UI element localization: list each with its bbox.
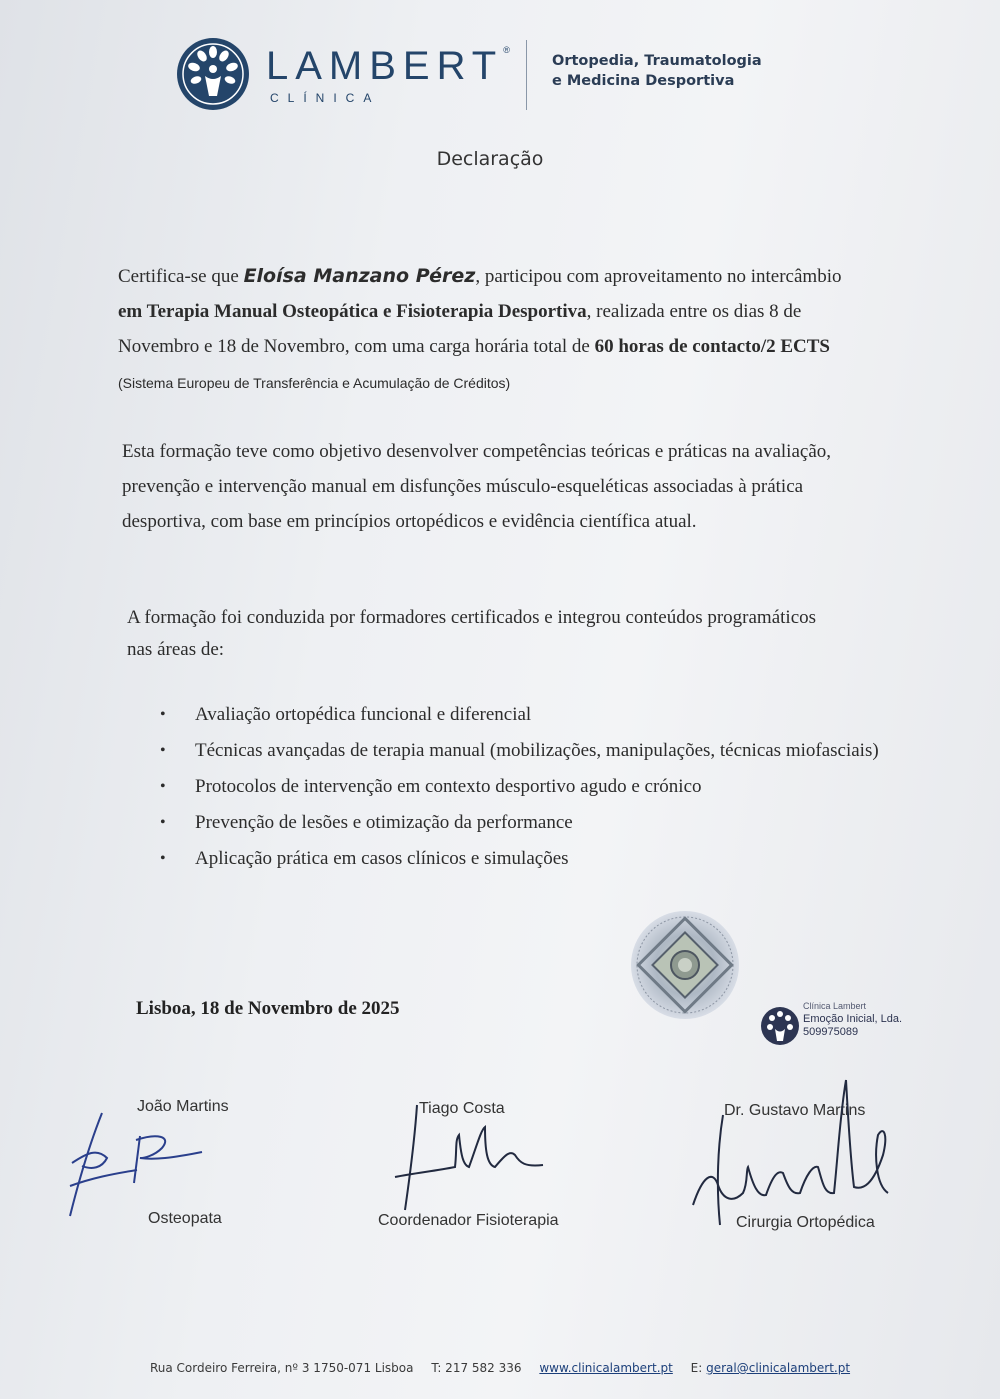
document-title: Declaração [436,148,544,170]
certification-paragraph: Certifica-se que Eloísa Manzano Pérez, participou com aproveitamento no intercâmbio em Terapia Manual Osteopática e Fisioterapia Desportiva, realizada entre os dias 8 de Novembro e 18 de Novembro, com uma carga horária total de 60 horas de contacto/2 ECTS (Sistema Europeu de Transferência e Acumulação de Créditos) [118,265,842,391]
tree-of-people-logo-icon [175,36,251,112]
footer-email-link[interactable]: geral@clinicalambert.pt [706,1361,851,1375]
objective-paragraph: Esta formação teve como objetivo desenvolver competências teóricas e práticas na avaliação, prevenção e intervenção manual em disfunções músculo-esqueléticas associadas à prática desportiva, com base em princípios ortopédicos e evidência científica atual. [122,441,832,532]
signature-1-icon [62,1108,212,1223]
list-item: • Técnicas avançadas de terapia manual (mobilizações, manipulações, técnicas miofasciais) [160,740,879,761]
footer-website-link[interactable]: www.clinicalambert.pt [539,1361,673,1375]
footer-phone: T: 217 582 336 [431,1361,522,1375]
signatory-2-name: Tiago Costa [419,1100,505,1117]
course-hours: 60 horas de contacto/2 ECTS [594,336,831,357]
signatory-3-name: Dr. Gustavo Martins [724,1102,866,1119]
place-and-date: Lisboa, 18 de Novembro de 2025 [136,998,400,1019]
footer-contact: Rua Cordeiro Ferreira, nº 3 1750-071 Lisboa T: 217 582 336 www.clinicalambert.pt E: geral@clinicalambert.pt [149,1361,851,1375]
clinic-tagline: Ortopedia, Traumatologia e Medicina Desportiva [552,53,762,89]
footer-address: Rua Cordeiro Ferreira, nº 3 1750-071 Lisboa [149,1361,414,1375]
header-divider [526,40,527,110]
signatory-2-role: Coordenador Fisioterapia [378,1212,559,1229]
student-name: Eloísa Manzano Pérez [243,265,476,287]
signatory-3-role: Cirurgia Ortopédica [736,1214,875,1231]
signature-3-icon [688,1075,898,1235]
company-stamp-text: Clínica Lambert Emoção Inicial, Lda. 509975089 [803,1001,903,1038]
list-item: • Avaliação ortopédica funcional e diferencial [160,704,532,725]
list-item: • Prevenção de lesões e otimização da performance [160,812,573,833]
content-intro-paragraph: A formação foi conduzida por formadores certificados e integrou conteúdos programáticos nas áreas de: [127,607,817,660]
brand-name: LAMBERT® [266,44,510,88]
course-name: em Terapia Manual Osteopática e Fisioterapia Desportiva [118,301,587,322]
program-areas-list [160,698,880,878]
signature-2-icon [385,1095,555,1215]
list-item: • Aplicação prática em casos clínicos e simulações [160,848,569,869]
signatory-1-role: Osteopata [148,1210,222,1227]
brand-subtitle: CLÍNICA [270,91,381,105]
list-item: • Protocolos de intervenção em contexto desportivo agudo e crónico [160,776,702,797]
hologram-seal-icon [630,910,740,1020]
signatory-1-name: João Martins [137,1098,229,1115]
